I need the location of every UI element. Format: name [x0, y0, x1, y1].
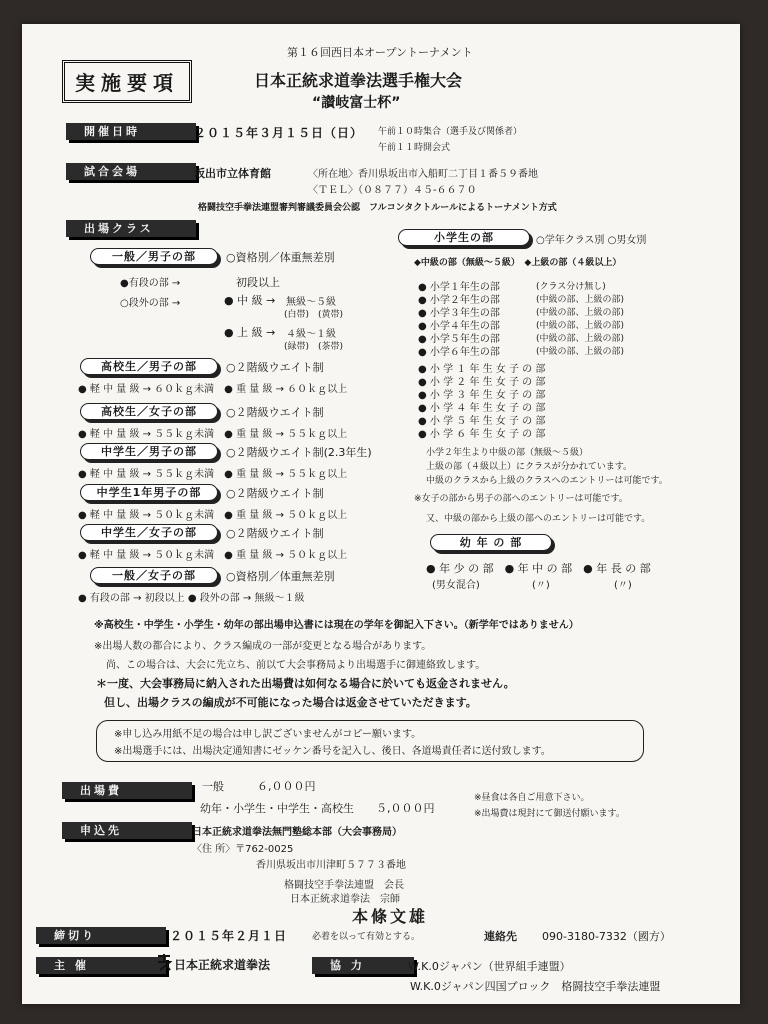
- general-female-header: 一般／女子の部: [90, 567, 218, 584]
- copy-note: ※申し込み用紙不足の場合は申し訳ございませんがコピー願います。: [114, 729, 422, 740]
- apply-postal: 〈住 所〉〒762-0025: [192, 844, 294, 855]
- ms-female-header: 中学生／女子の部: [80, 524, 218, 541]
- flyer-page: [22, 24, 740, 1004]
- elem-girl-3: ● 小 学 ３ 年 生 女 子 の 部: [418, 390, 546, 401]
- organizer-header: 主 催: [36, 957, 166, 974]
- box-title: 実施要項: [62, 60, 192, 103]
- general-female-line: ● 有段の部 → 初段以上 ● 段外の部 → 無級～１級: [78, 593, 305, 604]
- note-contact: 尚、この場合は、大会に先立ち、前以て大会事務局より出場選手に御連絡致します。: [106, 660, 486, 671]
- infant-line: ● 年 少 の 部 ● 年 中 の 部 ● 年 長 の 部: [426, 562, 651, 575]
- general-female-rule: ○資格別／体重無差別: [226, 570, 335, 583]
- fee-header: 出場費: [62, 782, 192, 799]
- elem-girl-1: ● 小 学 １ 年 生 女 子 の 部: [418, 364, 546, 375]
- general-male-rule: ○資格別／体重無差別: [226, 251, 335, 264]
- middle-label: ● 中 級 →: [224, 294, 276, 307]
- infant-header: 幼 年 の 部: [430, 534, 552, 551]
- ms-female-rule: ○２階級ウエイト制: [226, 527, 324, 540]
- elem-boy-6-note: (中級の部、上級の部): [536, 347, 625, 357]
- note-refund-exception: 但し、出場クラスの編成が不可能になった場合は返金させていただきます。: [104, 696, 477, 709]
- elem-note-5: 又、中級の部から上級の部へのエントリーは可能です。: [426, 514, 651, 524]
- deadline-note: 必着を以って有効とする。: [312, 932, 421, 942]
- infant-sub-1: (男女混合): [432, 580, 480, 591]
- elem-boy-1: ● 小学１年生の部: [418, 282, 500, 293]
- note-grade: ※高校生・中学生・小学生・幼年の部出場申込書には現在の学年を御記入下さい。（新学年ではありません）: [94, 620, 579, 631]
- official-note: 格闘技空手拳法連盟審判審議委員会公認 フルコンタクトルールによるトーナメント方式: [198, 203, 557, 213]
- infant-sub-2: (〃): [532, 580, 550, 591]
- upper-belt: (緑帯) (茶帯): [284, 342, 344, 352]
- elem-boy-4: ● 小学４年生の部: [418, 321, 500, 332]
- elem-boy-6: ● 小学６年生の部: [418, 347, 500, 358]
- elem-boy-3-note: (中級の部、上級の部): [536, 308, 625, 318]
- elem-note-3: 中級のクラスから上級のクラスへのエントリーは可能です。: [426, 476, 668, 486]
- ms1-male-rule: ○２階級ウエイト制: [226, 487, 324, 500]
- ms-male-rule: ○２階級ウエイト制(2.3年生): [226, 446, 372, 459]
- ranked-label: ●有段の部 →: [120, 278, 181, 289]
- subtitle: 第１６回西日本オープントーナメント: [287, 46, 473, 59]
- elem-note-4: ※女子の部から男子の部へのエントリーは可能です。: [414, 494, 628, 504]
- org-logo-icon: [156, 953, 172, 971]
- elementary-levels: ◆中級の部（無級～５級） ◆上級の部（４級以上）: [414, 258, 622, 268]
- classes-header: 出場クラス: [66, 220, 196, 237]
- opening-time: 午前１１時開会式: [378, 143, 451, 153]
- unranked-label: ○段外の部 →: [120, 298, 181, 309]
- infant-sub-3: (〃): [614, 580, 632, 591]
- elem-boy-5-note: (中級の部、上級の部): [536, 334, 625, 344]
- apply-address: 香川県坂出市川津町５７７３番地: [256, 860, 406, 871]
- elem-note-2: 上級の部（４級以上）にクラスが分かれています。: [426, 462, 633, 472]
- hs-male-rule: ○２階級ウエイト制: [226, 361, 324, 374]
- ms-male-line: ● 軽 中 量 級 → ５５ｋｇ未満 ● 重 量 級 → ５５ｋｇ以上: [78, 469, 348, 480]
- fee-general: 一般 ６,０００円: [202, 780, 316, 793]
- contact-label: 連絡先: [484, 930, 517, 943]
- venue-name: 坂出市立体育館: [194, 167, 271, 180]
- elementary-header: 小学生の部: [398, 229, 530, 246]
- ranked-value: 初段以上: [236, 276, 280, 289]
- elem-boy-2: ● 小学２年生の部: [418, 295, 500, 306]
- organizer-name: 日本正統求道拳法: [174, 958, 271, 972]
- elem-boy-5: ● 小学５年生の部: [418, 334, 500, 345]
- elem-girl-5: ● 小 学 ５ 年 生 女 子 の 部: [418, 416, 546, 427]
- deadline-header: 締切り: [36, 927, 166, 944]
- main-title: 日本正統求道拳法選手権大会: [254, 71, 463, 90]
- fee-payment-note: ※出場費は現封にて御送付願います。: [474, 809, 625, 819]
- bib-note: ※出場選手には、出場決定通知書にゼッケン番号を記入し、後日、各道場責任者に送付致します。: [114, 746, 551, 757]
- hs-female-line: ● 軽 中 量 級 → ５５ｋｇ未満 ● 重 量 級 → ５５ｋｇ以上: [78, 429, 348, 440]
- note-no-refund: ＊一度、大会事務局に納入された出場費は如何なる場合に於いても返金されません。: [96, 677, 515, 690]
- venue-header: 試合会場: [66, 163, 196, 180]
- ms1-male-line: ● 軽 中 量 級 → ５０ｋｇ未満 ● 重 量 級 → ５０ｋｇ以上: [78, 510, 348, 521]
- elem-boy-1-note: (クラス分け無し): [536, 282, 606, 292]
- middle-belt: (白帯) (黄帯): [284, 310, 344, 320]
- elem-boy-3: ● 小学３年生の部: [418, 308, 500, 319]
- upper-label: ● 上 級 →: [224, 326, 276, 339]
- hs-male-line: ● 軽 中 量 級 → ６０ｋｇ未満 ● 重 量 級 → ６０ｋｇ以上: [78, 384, 348, 395]
- elem-girl-6: ● 小 学 ６ 年 生 女 子 の 部: [418, 429, 546, 440]
- cup-name: “讃岐富士杯”: [312, 95, 401, 111]
- elem-boy-4-note: (中級の部、上級の部): [536, 321, 625, 331]
- venue-address: 〈所在地〉香川県坂出市入船町二丁目１番５９番地: [308, 169, 538, 180]
- note-class-change: ※出場人数の都合により、クラス編成の一部が変更となる場合があります。: [94, 641, 432, 652]
- hs-male-header: 高校生／男子の部: [80, 358, 218, 375]
- general-male-header: 一般／男子の部: [90, 248, 218, 265]
- signature-name: 本條文雄: [352, 907, 429, 926]
- ms1-male-header: 中学生1年男子の部: [80, 484, 218, 501]
- elem-girl-4: ● 小 学 ４ 年 生 女 子 の 部: [418, 403, 546, 414]
- upper-value: ４級～１級: [286, 329, 336, 340]
- apply-header: 申込先: [62, 822, 192, 839]
- assembly-time: 午前１０時集合（選手及び関係者）: [378, 127, 523, 137]
- cooperation-2: W.K.0ジャパン四国ブロック 格闘技空手拳法連盟: [410, 980, 661, 993]
- fee-youth: 幼年・小学生・中学生・高校生 ５,０００円: [200, 802, 435, 815]
- signature-title-1: 格闘技空手拳法連盟 会長: [284, 880, 404, 891]
- ms-male-header: 中学生／男子の部: [80, 443, 218, 460]
- apply-org: 日本正統求道拳法無門塾総本部（大会事務局）: [192, 827, 402, 838]
- date-header: 開催日時: [66, 123, 196, 140]
- elem-note-1: 小学２年生より中級の部（無級～５級）: [426, 448, 589, 458]
- cooperation-1: W.K.0ジャパン（世界組手連盟）: [408, 960, 571, 973]
- fee-lunch-note: ※昼食は各自ご用意下さい。: [474, 793, 590, 803]
- event-date: ２０１５年３月１５日（日）: [194, 126, 364, 140]
- ms-female-line: ● 軽 中 量 級 → ５０ｋｇ未満 ● 重 量 級 → ５０ｋｇ以上: [78, 550, 348, 561]
- signature-title-2: 日本正統求道拳法 宗師: [290, 894, 400, 905]
- elem-boy-2-note: (中級の部、上級の部): [536, 295, 625, 305]
- elementary-rule: ○学年クラス別 ○男女別: [536, 235, 647, 246]
- hs-female-header: 高校生／女子の部: [80, 403, 218, 420]
- contact-number: 090-3180-7332（國方）: [542, 930, 671, 943]
- venue-tel: 〈ＴＥＬ〉（０８７７）４５-６６７０: [308, 185, 477, 196]
- middle-value: 無級～５級: [286, 297, 336, 308]
- hs-female-rule: ○２階級ウエイト制: [226, 406, 324, 419]
- deadline-date: ２０１５年２月１日: [170, 929, 288, 943]
- cooperation-header: 協 力: [312, 957, 414, 974]
- elem-girl-2: ● 小 学 ２ 年 生 女 子 の 部: [418, 377, 546, 388]
